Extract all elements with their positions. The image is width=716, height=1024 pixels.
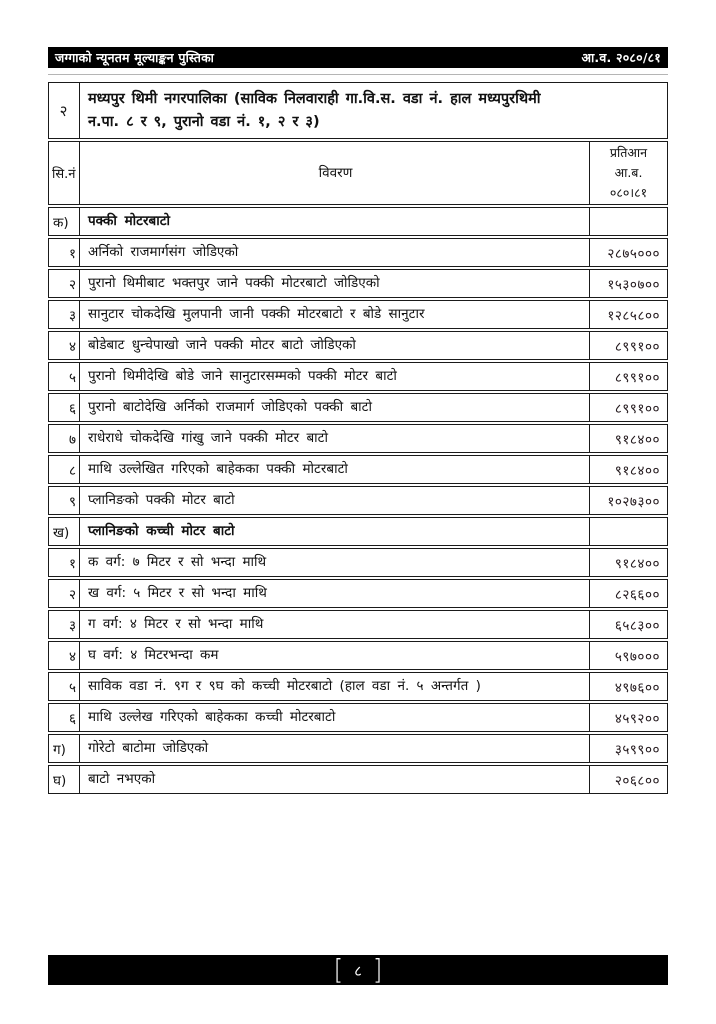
row-description: सानुटार चोकदेखि मुलपानी जानी पक्की मोटरबाटो र बोडे सानुटार [88, 306, 425, 323]
row-amount [589, 518, 667, 545]
row-description: राधेराधे चोकदेखि गांखु जाने पक्की मोटर बाटो [88, 430, 328, 447]
row-amount: ९१८४०० [589, 456, 667, 483]
table-row [48, 269, 668, 298]
left-bracket: [ [333, 953, 344, 987]
row-amount: ५९७००० [589, 642, 667, 669]
row-serial: ५ [49, 673, 80, 700]
table-row [48, 207, 668, 236]
table-row [48, 734, 668, 763]
row-amount: ९१८४०० [589, 425, 667, 452]
table-row [48, 610, 668, 639]
col-header-serial: सि.नं [49, 142, 80, 204]
page-content [48, 47, 668, 796]
row-description: ख वर्ग: ५ मिटर र सो भन्दा माथि [88, 585, 267, 602]
row-description: पुरानो बाटोदेखि अर्निको राजमार्ग जोडिएको पक्की बाटो [88, 399, 372, 416]
table-row [48, 672, 668, 701]
row-amount: ४९७६०० [589, 673, 667, 700]
row-description: माथि उल्लेख गरिएको बाहेकका कच्ची मोटरबाटो [88, 709, 336, 726]
row-description: बोडेबाट धुन्चेपाखो जाने पक्की मोटर बाटो जोडिएको [88, 337, 356, 354]
row-serial: ३ [49, 611, 80, 638]
table-title-row [48, 82, 668, 139]
row-description: घ वर्ग: ४ मिटरभन्दा कम [88, 647, 219, 664]
table-row [48, 424, 668, 453]
booklet-title: जग्गाको न्यूनतम मूल्याङ्कन पुस्तिका [55, 50, 215, 65]
row-description: क वर्ग: ७ मिटर र सो भन्दा माथि [88, 554, 267, 571]
row-amount: १२८५८०० [589, 301, 667, 328]
row-serial: ९ [49, 487, 80, 514]
table-row [48, 579, 668, 608]
municipality-title-line1: मध्यपुर थिमी नगरपालिका (साविक निलवाराही गा.वि.स. वडा नं. हाल मध्यपुरथिमी [88, 91, 541, 107]
table-row [48, 238, 668, 267]
row-description: पुरानो थिमीदेखि बोडे जाने सानुटारसम्मको पक्की मोटर बाटो [88, 368, 397, 385]
row-serial: ग) [49, 735, 80, 762]
row-description: ग वर्ग: ४ मिटर र सो भन्दा माथि [88, 616, 264, 633]
row-amount: ३५९९०० [589, 735, 667, 762]
row-serial: ७ [49, 425, 80, 452]
row-amount: २८७५००० [589, 239, 667, 266]
row-description: पक्की मोटरबाटो [88, 213, 170, 230]
row-amount: ८९९१०० [589, 394, 667, 421]
row-serial: घ) [49, 766, 80, 793]
table-row [48, 331, 668, 360]
row-description: बाटो नभएको [88, 771, 156, 788]
col-header-rate-line1: प्रतिआन [609, 145, 648, 160]
title-serial: २ [49, 83, 80, 138]
fiscal-year-label: आ.व. २०८०/८१ [581, 50, 661, 65]
table-row [48, 486, 668, 515]
table-row [48, 362, 668, 391]
row-amount: २०६८०० [589, 766, 667, 793]
page-header-bar [48, 47, 668, 68]
row-serial: ५ [49, 363, 80, 390]
row-amount: ८२६६०० [589, 580, 667, 607]
municipality-title-line2: न.पा. ८ र ९, पुरानो वडा नं. १, २ र ३) [88, 114, 320, 130]
row-serial: ३ [49, 301, 80, 328]
table-row [48, 641, 668, 670]
row-serial: १ [49, 239, 80, 266]
row-serial: २ [49, 270, 80, 297]
row-description: प्लानिङको पक्की मोटर बाटो [88, 492, 235, 509]
row-amount: १०२७३०० [589, 487, 667, 514]
col-header-rate-line3: ०८०।८१ [609, 185, 648, 200]
col-header-rate-line2: आ.ब. [614, 165, 643, 180]
row-description: माथि उल्लेखित गरिएको बाहेकका पक्की मोटरबाटो [88, 461, 348, 478]
row-serial: क) [49, 208, 80, 235]
row-description: प्लानिङको कच्ची मोटर बाटो [88, 523, 235, 540]
table-row [48, 300, 668, 329]
row-description: पुरानो थिमीबाट भक्तपुर जाने पक्की मोटरबाटो जोडिएको [88, 275, 380, 292]
page-number: ८ [354, 962, 362, 980]
row-serial: ४ [49, 332, 80, 359]
row-amount: ८९९१०० [589, 363, 667, 390]
table-row [48, 703, 668, 732]
table-row [48, 765, 668, 794]
right-bracket: ] [372, 953, 383, 987]
table-header-row [48, 141, 668, 205]
table-row [48, 455, 668, 484]
header-rule [48, 74, 668, 75]
row-serial: ६ [49, 704, 80, 731]
row-amount: ६५८३०० [589, 611, 667, 638]
col-header-description: विवरण [318, 164, 353, 181]
row-description: साविक वडा नं. ९ग र ९घ को कच्ची मोटरबाटो (हाल वडा नं. ५ अन्तर्गत ) [88, 678, 481, 695]
row-serial: १ [49, 549, 80, 576]
row-amount [589, 208, 667, 235]
row-amount: ९१८४०० [589, 549, 667, 576]
row-amount: ८९९१०० [589, 332, 667, 359]
municipality-title [80, 83, 667, 138]
row-amount: ४५९२०० [589, 704, 667, 731]
row-description: गोरेटो बाटोमा जोडिएको [88, 740, 209, 757]
valuation-table [48, 82, 668, 794]
row-serial: ४ [49, 642, 80, 669]
row-serial: ८ [49, 456, 80, 483]
row-amount: १५३०७०० [589, 270, 667, 297]
table-row [48, 548, 668, 577]
table-row [48, 517, 668, 546]
row-description: अर्निको राजमार्गसंग जोडिएको [88, 244, 239, 261]
row-serial: ६ [49, 394, 80, 421]
col-header-rate [589, 142, 667, 204]
row-serial: २ [49, 580, 80, 607]
page-footer-bar [48, 955, 668, 985]
row-serial: ख) [49, 518, 80, 545]
table-row [48, 393, 668, 422]
